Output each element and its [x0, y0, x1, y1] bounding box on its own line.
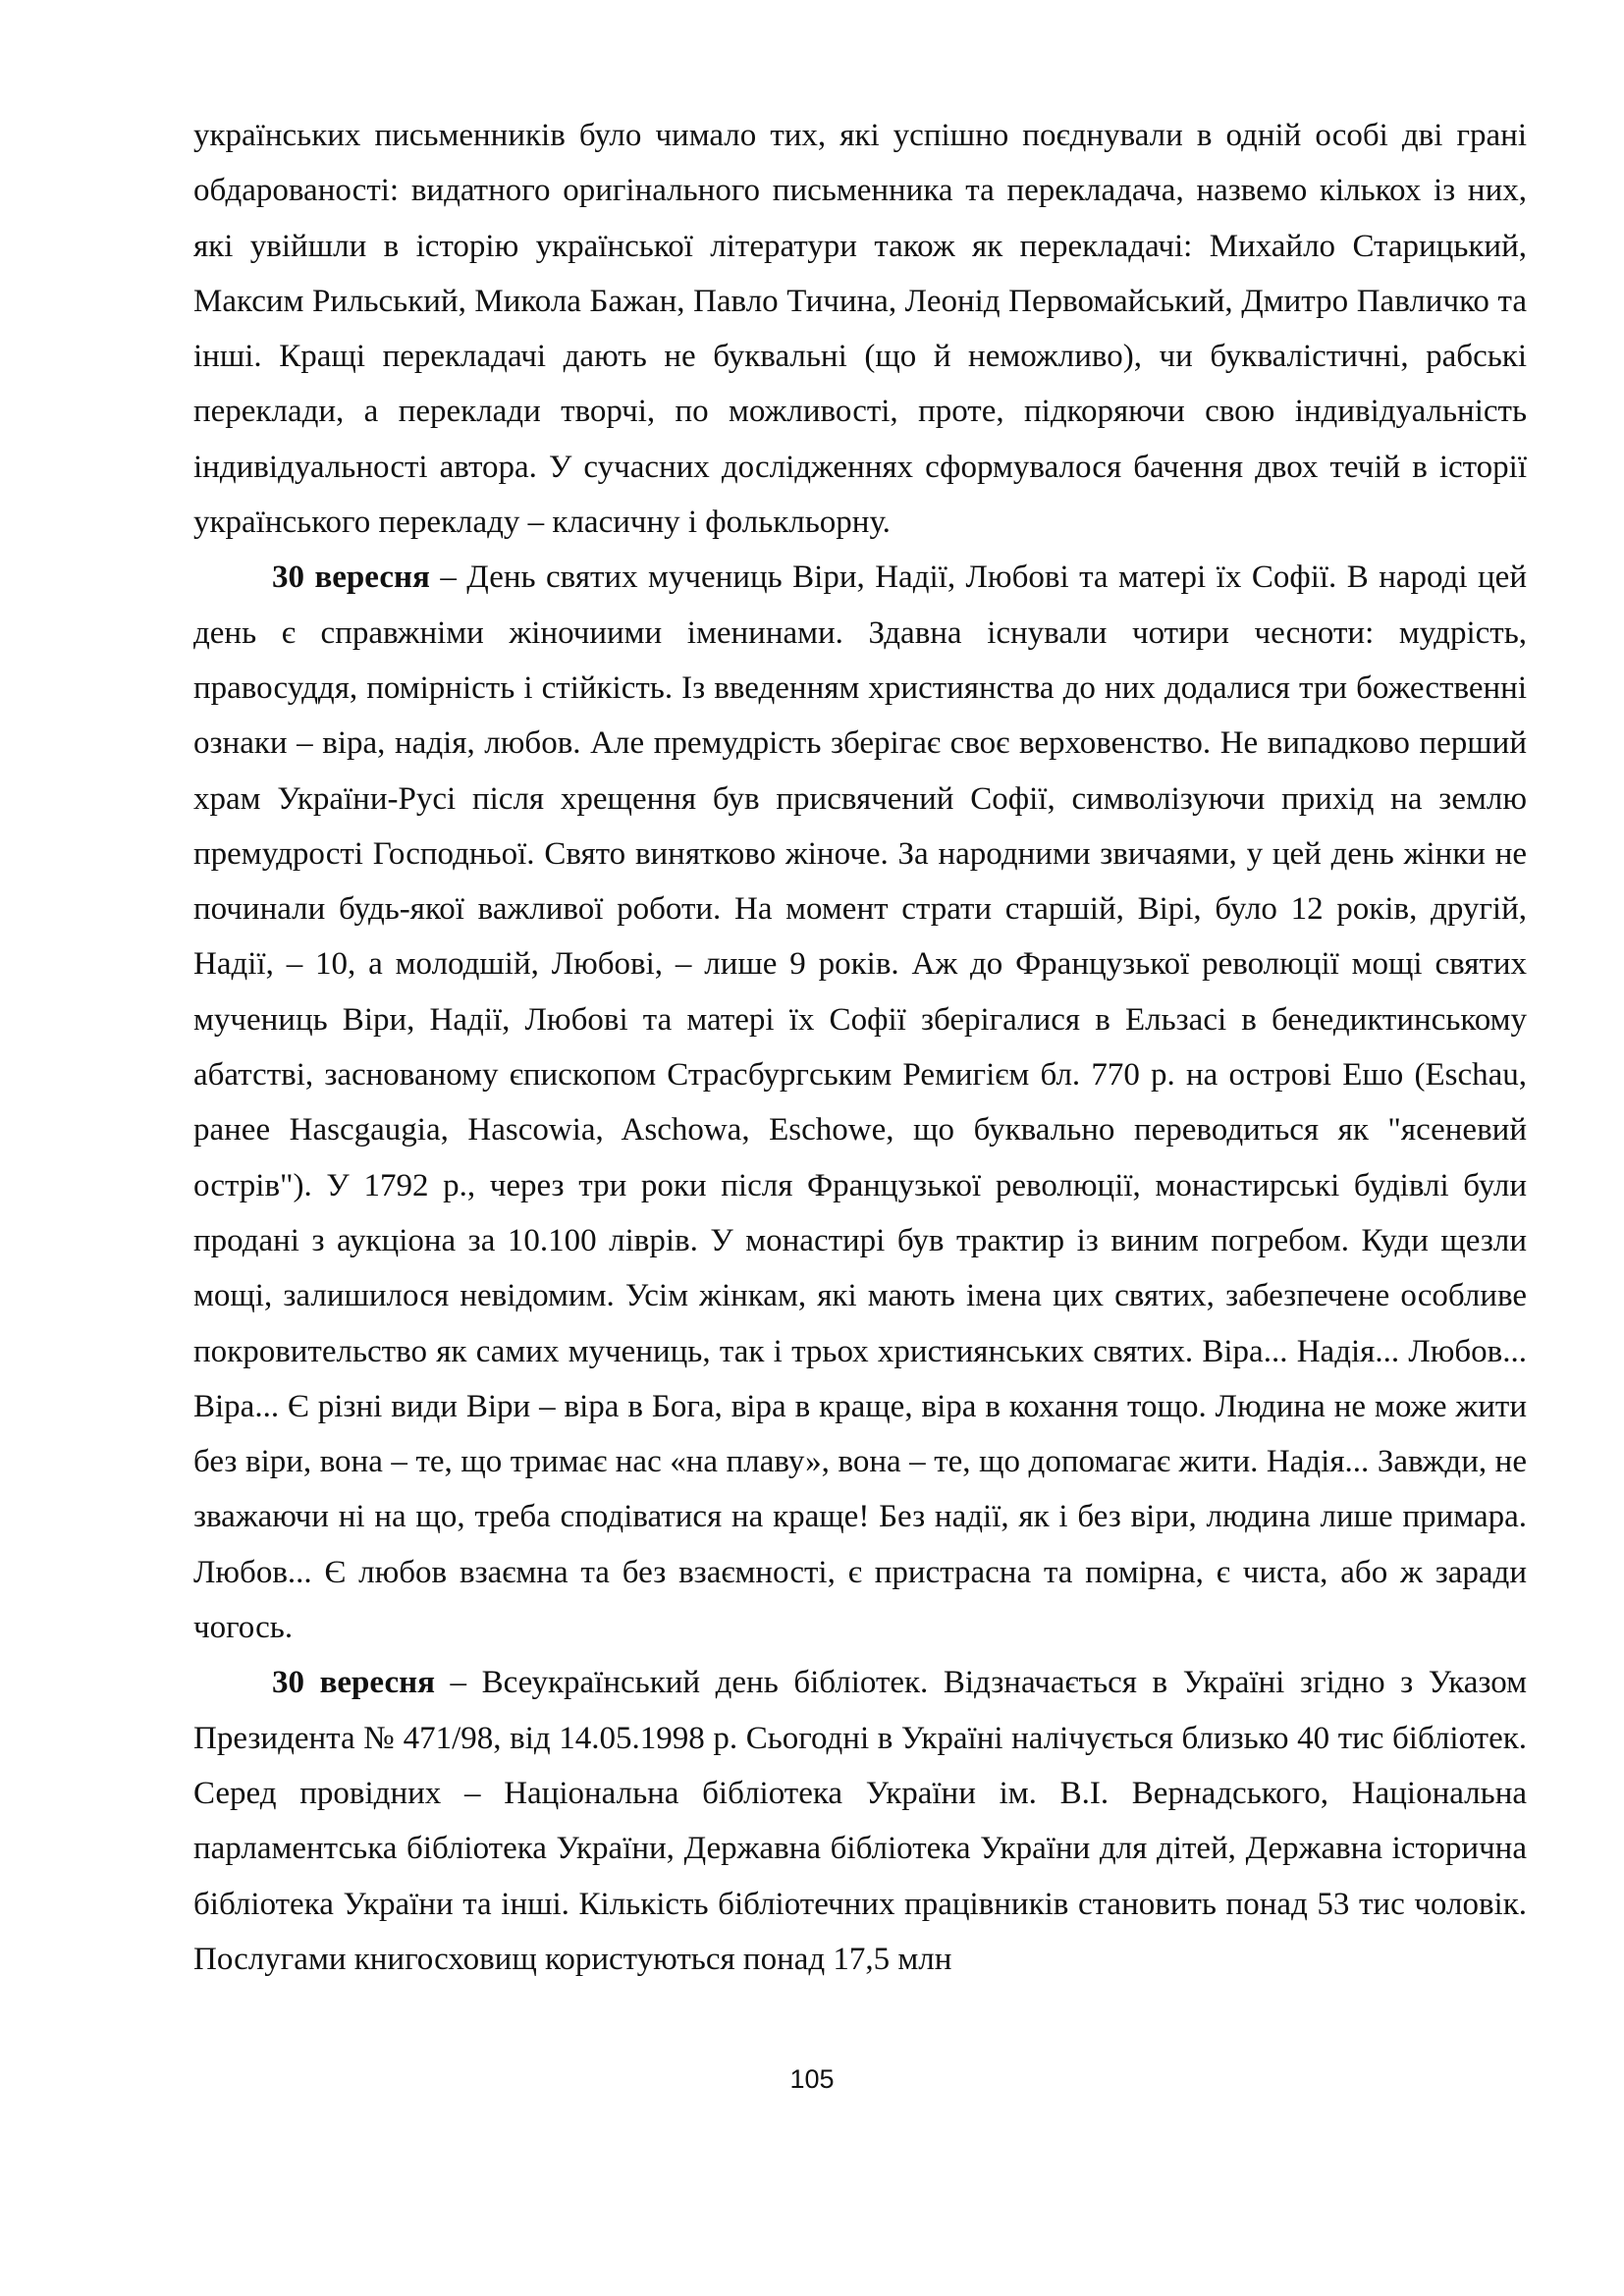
paragraph-text: – День святих мучениць Віри, Надії, Любові та матері їх Софії. В народі цей день є справжніми жіночиими іменинами. Здавна існували чотири чесноти: мудрість, правосуддя, помірність і стійкість. Із введенням християнства до них додалися три божественні ознаки – віра, надія, любов. Але премудрість зберігає своє верховенство. Не випадково перший храм України-Русі після хрещення був присвячений Софії, символізуючи прихід на землю премудрості Господньої. Свято винятково жіноче. За народними звичаями, у цей день жінки не починали будь-якої важливої роботи. На момент страти старшій, Вірі, було 12 років, другій, Надії, – 10, а молодшій, Любові, – лише 9 років. Аж до Французької революції мощі святих мучениць Віри, Надії, Любові та матері їх Софії зберігалися в Ельзасі в бенедиктинському абатстві, заснованому єпископом Страсбургським Ремигієм бл. 770 р. на острові Ешо (Eschau, ранее Hascgaugia, Hascowia, Aschowa, Eschowe, що буквально переводиться як "ясеневий острів"). У 1792 р., через три роки після Французької революції, монастирські будівлі були продані з аукціона за 10.100 ліврів. У монастирі був трактир із виним погребом. Куди щезли мощі, залишилося невідомим. Усім жінкам, які мають імена цих святих, забезпечене особливе покровительство як самих мучениць, так і трьох християнських святих. Віра... Надія... Любов... Віра... Є різні види Віри – віра в Бога, віра в краще, віра в кохання тощо. Людина не може жити без віри, вона – те, що тримає нас «на плаву», вона – те, що допомагає жити. Надія... Завжди, не зважаючи ні на що, треба сподіватися на краще! Без надії, як і без віри, людина лише примара. Любов... Є любов взаємна та без взаємності, є пристрасна та помірна, є чиста, або ж заради чогось.: [193, 560, 1527, 1646]
paragraph-text: – Всеукраїнський день бібліотек. Відзначається в Україні згідно з Указом Президента № 471/98, від 14.05.1998 р. Сьогодні в Україні налічується близько 40 тис бібліотек. Серед провідних – Національна бібліотека України ім. В.І. Вернадського, Національна парламентська бібліотека України, Державна бібліотека України для дітей, Державна історична бібліотека України та інші. Кількість бібліотечних працівників становить понад 53 тис чоловік. Послугами книгосховищ користуються понад 17,5 млн: [193, 1665, 1528, 1977]
paragraph-library-day: [193, 1655, 1527, 1987]
body-text: [193, 108, 1527, 1987]
paragraph-date-lead: 30 вересня: [272, 1665, 435, 1701]
paragraph-translators: [193, 108, 1527, 550]
paragraph-text: українських письменників було чимало тих, які успішно поєднували в одній особі дві грані обдарованості: видатного оригінального письменника та перекладача, назвемо кількох із них, які увійшли в історію української літератури також як перекладачі: Михайло Старицький, Максим Рильський, Микола Бажан, Павло Тичина, Леонід Первомайський, Дмитро Павличко та інші. Кращі перекладачі дають не буквальні (що й неможливо), чи буквалістичні, рабські переклади, а переклади творчі, по можливості, проте, підкоряючи свою індивідуальність індивідуальності автора. У сучасних дослідженнях сформувалося бачення двох течій в історії українського перекладу – класичну і фолькльорну.: [193, 118, 1527, 541]
paragraph-date-lead: 30 вересня: [272, 560, 430, 596]
paragraph-saints-day: [193, 550, 1527, 1655]
page-number: 105: [789, 2064, 835, 2094]
